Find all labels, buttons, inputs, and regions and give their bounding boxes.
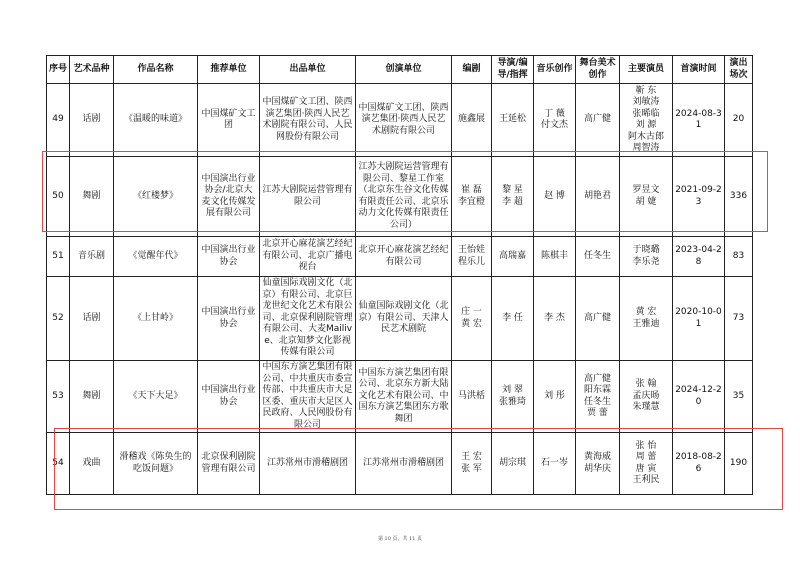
table-cell: 北京保利剧院管理有限公司 — [198, 433, 260, 495]
table-cell: 崔 磊 李宜橙 — [452, 157, 492, 237]
table-cell: 20 — [725, 84, 753, 157]
table-cell: 话剧 — [70, 277, 114, 361]
table-cell: 音乐剧 — [70, 237, 114, 277]
table-cell: 刘 彤 — [534, 361, 576, 433]
table-cell: 舞剧 — [70, 361, 114, 433]
table-cell: 王 宏 张 军 — [452, 433, 492, 495]
table-cell: 《温暖的味道》 — [114, 84, 198, 157]
table-cell: 江苏大剧院运营管理有限公司 — [260, 157, 356, 237]
table-cell: 施鑫展 — [452, 84, 492, 157]
table-cell: 中国东方演艺集团有限公司、北京东方新大陆文化艺术有限公司、中国东方演艺集团东方歌舞团 — [356, 361, 452, 433]
header-cell: 作品名称 — [114, 56, 198, 84]
table-row — [47, 277, 753, 361]
table-cell: 仙童国际戏剧文化（北京）有限公司、天津人民艺术剧院 — [356, 277, 452, 361]
table-cell: 35 — [725, 361, 753, 433]
table-cell: 《天下大足》 — [114, 361, 198, 433]
table-header-row — [47, 56, 753, 84]
header-cell: 艺术品种 — [70, 56, 114, 84]
header-cell: 主要演员 — [620, 56, 673, 84]
table-cell: 52 — [47, 277, 70, 361]
table-cell: 赵 博 — [534, 157, 576, 237]
table-cell: 50 — [47, 157, 70, 237]
table-cell: 中国演出行业协会 — [198, 277, 260, 361]
header-cell: 导演/编导/指挥 — [492, 56, 534, 84]
table-cell: 胡艳君 — [576, 157, 620, 237]
table-cell: 刘 翠 张雅琦 — [492, 361, 534, 433]
table-cell: 李 杰 — [534, 277, 576, 361]
header-cell: 首演时间 — [673, 56, 725, 84]
table-cell: 高广健 — [576, 84, 620, 157]
table-row — [47, 237, 753, 277]
table-cell: 2023-04-28 — [673, 237, 725, 277]
header-cell: 编剧 — [452, 56, 492, 84]
table-cell: 2018-08-26 — [673, 433, 725, 495]
table-cell: 190 — [725, 433, 753, 495]
header-cell: 舞台美术创作 — [576, 56, 620, 84]
table-cell: 戏曲 — [70, 433, 114, 495]
table-cell: 2020-10-01 — [673, 277, 725, 361]
header-cell: 出品单位 — [260, 56, 356, 84]
table-cell: 黎 星 李 超 — [492, 157, 534, 237]
table-cell: 王延松 — [492, 84, 534, 157]
table-cell: 北京开心麻花演艺经纪有限公司 — [356, 237, 452, 277]
table-cell: 中国煤矿文工团、陕西演艺集团·陕西人民艺术剧院有限公司 — [356, 84, 452, 157]
table-cell: 仙童国际戏剧文化（北京）有限公司、北京巨龙世纪文化艺术有限公司、北京保利剧院管理有限公司、大麦Mailive、北京知梦文化影视传媒有限公司 — [260, 277, 356, 361]
table-cell: 中国煤矿文工团、陕西演艺集团·陕西人民艺术剧院有限公司、人民网股份有限公司 — [260, 84, 356, 157]
table-cell: 83 — [725, 237, 753, 277]
table-row — [47, 361, 753, 433]
table-cell: 江苏大剧院运营管理有限公司、黎星工作室（北京东生谷文化传媒有限责任公司、北京乐动力文化传媒有限责任公司） — [356, 157, 452, 237]
highlight-box-row-54 — [54, 428, 783, 510]
table-cell: 中国演出行业协会 — [198, 361, 260, 433]
table-cell: 中国煤矿文工团 — [198, 84, 260, 157]
table-cell: 江苏常州市滑稽剧团 — [260, 433, 356, 495]
table-cell: 话剧 — [70, 84, 114, 157]
header-cell: 创演单位 — [356, 56, 452, 84]
table-cell: 中国东方演艺集团有限公司、中共重庆市委宣传部、中共重庆市大足区委、重庆市大足区人民政府、人民网股份有限公司 — [260, 361, 356, 433]
table-cell: 庄 一 黄 宏 — [452, 277, 492, 361]
table-cell: 73 — [725, 277, 753, 361]
table-cell: 2024-12-20 — [673, 361, 725, 433]
table-cell: 舞剧 — [70, 157, 114, 237]
table-cell: 石一岑 — [534, 433, 576, 495]
header-cell: 序号 — [47, 56, 70, 84]
table-cell: 《上甘岭》 — [114, 277, 198, 361]
table-cell: 高瑞嘉 — [492, 237, 534, 277]
table-cell: 靳 东 刘敏涛 张晞临 刘 源 阿木古郎 周智涛 — [620, 84, 673, 157]
table-cell: 任冬生 — [576, 237, 620, 277]
table-cell: 张 怡 周 蕾 唐 寅 王利民 — [620, 433, 673, 495]
table-cell: 罗昱文 胡 婕 — [620, 157, 673, 237]
table-cell: 中国演出行业协会/北京大麦文化传媒发展有限公司 — [198, 157, 260, 237]
table-cell: 《觉醒年代》 — [114, 237, 198, 277]
table-cell: 胡宗琪 — [492, 433, 534, 495]
page-footer: 第 10 页，共 11 页 — [377, 536, 423, 542]
table-cell: 2024-08-31 — [673, 84, 725, 157]
table-cell: 滑稽戏《陈奂生的吃饭问题》 — [114, 433, 198, 495]
header-cell: 演出场次 — [725, 56, 753, 84]
table-cell: 高广健 — [576, 277, 620, 361]
table-cell: 李 任 — [492, 277, 534, 361]
table-cell: 王怡娃 程乐儿 — [452, 237, 492, 277]
table-cell: 53 — [47, 361, 70, 433]
table-cell: 北京开心麻花演艺经纪有限公司、北京广播电视台 — [260, 237, 356, 277]
table-row — [47, 84, 753, 157]
table-cell: 51 — [47, 237, 70, 277]
table-cell: 于晓璐 李乐尧 — [620, 237, 673, 277]
table-cell: 高广健 阳东霖 任冬生 贾 蕾 — [576, 361, 620, 433]
table-cell: 黄海威 胡华庆 — [576, 433, 620, 495]
table-cell: 张 翰 孟庆旸 朱瑾慧 — [620, 361, 673, 433]
table-cell: 《红楼梦》 — [114, 157, 198, 237]
table-cell: 2021-09-23 — [673, 157, 725, 237]
table-cell: 江苏常州市滑稽剧团 — [356, 433, 452, 495]
table-cell: 49 — [47, 84, 70, 157]
table-cell: 336 — [725, 157, 753, 237]
header-cell: 音乐创作 — [534, 56, 576, 84]
highlight-box-row-50 — [42, 151, 768, 232]
table-cell: 54 — [47, 433, 70, 495]
table-cell: 马洪栝 — [452, 361, 492, 433]
table-cell: 丁 薇 付文杰 — [534, 84, 576, 157]
header-cell: 推荐单位 — [198, 56, 260, 84]
table-cell: 黄 宏 王雅迪 — [620, 277, 673, 361]
table-cell: 中国演出行业协会 — [198, 237, 260, 277]
table-cell: 陈棋丰 — [534, 237, 576, 277]
